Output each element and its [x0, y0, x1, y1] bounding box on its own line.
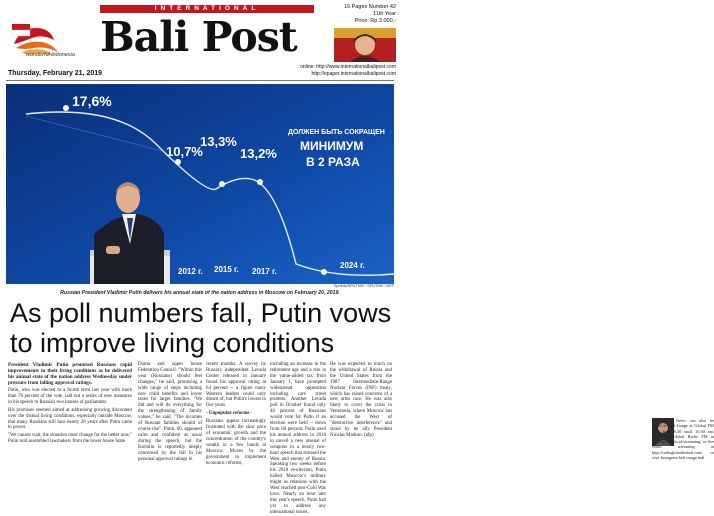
logo-text: wonderful indonesia: [26, 52, 75, 58]
year-2: 2015 г.: [214, 265, 239, 274]
column-3: [206, 362, 266, 478]
stat-4: 13,2%: [240, 146, 277, 161]
paragraph: Duma and upper house Federation Council. "Within this year (Russians) should feel changes," he said, promising a wide range of steps including new child benefits and lower taxes for larger families. "We did and will do everything for the strengthening of family values," he said. "The incomes of Russian families should of course rise". Putin, 66, appeared calm and confident as usual during the speech, but the Kremlin is reportedly deeply concerned by the fall in his personal approval ratings in: [138, 362, 202, 462]
edition-year: 11th Year: [373, 11, 396, 17]
stat-2: 10,7%: [166, 144, 203, 159]
radio-notice: [652, 418, 714, 478]
year-4: 2024 г.: [340, 261, 365, 270]
year-3: 2017 г.: [252, 267, 277, 276]
edition-info: [316, 4, 396, 25]
paragraph: including an increase in the retirement age and a rise in the value-added tax from January 1, have prompted widespread opposition including rare street protests. Another Levada poll in October found only 40 percent of Russians would vote for Putin if an election were held -- down from 60 percent. Putin used his annual address in 2018 to unveil a new arsenal of weapons in a nearly two-hour speech that stressed the West and enemy of Russia. Speaking two weeks before his 2018 re-election, Putin hailed Moscow's military might as relations with the West reached post-Cold War lows. Nearly an hour into this year's speech, Putin had yet to address any international issues.: [270, 362, 326, 515]
masthead-divider: [6, 80, 394, 81]
column-4: [270, 362, 326, 515]
wonderful-indonesia-logo: [10, 22, 94, 68]
stat-1: 17,6%: [72, 93, 112, 109]
international-label: INTERNATIONAL: [154, 5, 260, 12]
section-subhead: - Unpopular reforms -: [206, 411, 253, 417]
website-link[interactable]: online: http://www.internationalbalipost.com: [300, 64, 396, 70]
issue-date: Thursday, February 21, 2019: [8, 70, 103, 77]
paragraph: He was expected to touch on the withdrawal of Russia and the United States from the 1987 Intermediate-Range Nuclear Forces (INF) treaty, which has raised concerns of a new arms race. He was also likely to cover the crisis in Venezuela, where Moscow has accused the West of "destructive interference" and stood by its ally President Nicolas Maduro. (afp): [330, 362, 392, 438]
banner-line-2: МИНИМУМ: [300, 139, 364, 153]
column-5: [330, 362, 714, 478]
photo-credit: Sputnik/SPUTNIK / SPUTNIK / AFP: [333, 284, 394, 288]
year-1: 2012 г.: [178, 267, 203, 276]
paragraph: "We cannot wait, the situation must change for the better now," Putin told assembled lawmakers from the lower house State: [8, 433, 132, 445]
page-count: 16 Pages Number 42: [344, 4, 396, 10]
article-body: [8, 362, 714, 515]
paragraph: recent months. A survey by Russia's independent Levada Center released in January found his approval rating at 64 percent -- a figure many Western leaders could only dream of, but Putin's lowest in five years.: [206, 362, 266, 409]
paragraph: His promises seemed aimed at addressing growing discontent over the dismal living conditions, especially outside Moscow, that many Russians still face nearly 20 years after Putin came to power.: [8, 407, 132, 431]
photo-caption: Russian President Vladimir Putin delivers his annual state of the nation address in Moscow on February 20, 2019.: [60, 290, 340, 296]
banner-line-1: ДОЛЖЕН БЫТЬ СОКРАЩЕН: [288, 129, 385, 136]
paragraph: Putin, who was elected to a fourth term last year with more than 76 percent of the vote, laid out a series of new measures in his speech to Russia's two houses of parliament.: [8, 388, 132, 405]
lead-photo: [6, 84, 394, 284]
banner-line-3: В 2 РАЗА: [306, 155, 360, 169]
online-links: [240, 64, 396, 77]
article-headline: As poll numbers fall, Putin vows to improve living conditions: [10, 298, 392, 358]
price: Price: Rp 3.000,-: [354, 18, 396, 24]
epaper-link[interactable]: http://epaper.internationalbalipost.com: [311, 70, 396, 77]
columnist-portrait: [334, 28, 396, 62]
radio-notice-text: News can also be heard at Bali Image at Global FM 96.5 from 6.30 until 10.30 am. Listen to Global Radio FM at http://globalfm.id/streaming/ or live video streaming at http://radioglobalfmbali.com/ or visit Instagram bali image.bali: [652, 418, 714, 461]
stat-3: 13,3%: [200, 134, 237, 149]
column-1: [8, 362, 132, 478]
masthead: [0, 0, 400, 82]
article-lead: President Vladimir Putin promised Russians rapid improvements in their living conditions as he delivered his annual state of the nation address Wednesday under pressure from falling approval ratings.: [8, 362, 132, 386]
column-2: [138, 362, 202, 478]
paragraph: Russians appear increasingly frustrated with the slow pace of economic growth and the concentration of the country's wealth in a few hands at Moscow. Moves by the government to implement economic reforms,: [206, 419, 266, 466]
newspaper-title: Bali Post: [100, 13, 297, 61]
international-bar: [100, 5, 314, 13]
